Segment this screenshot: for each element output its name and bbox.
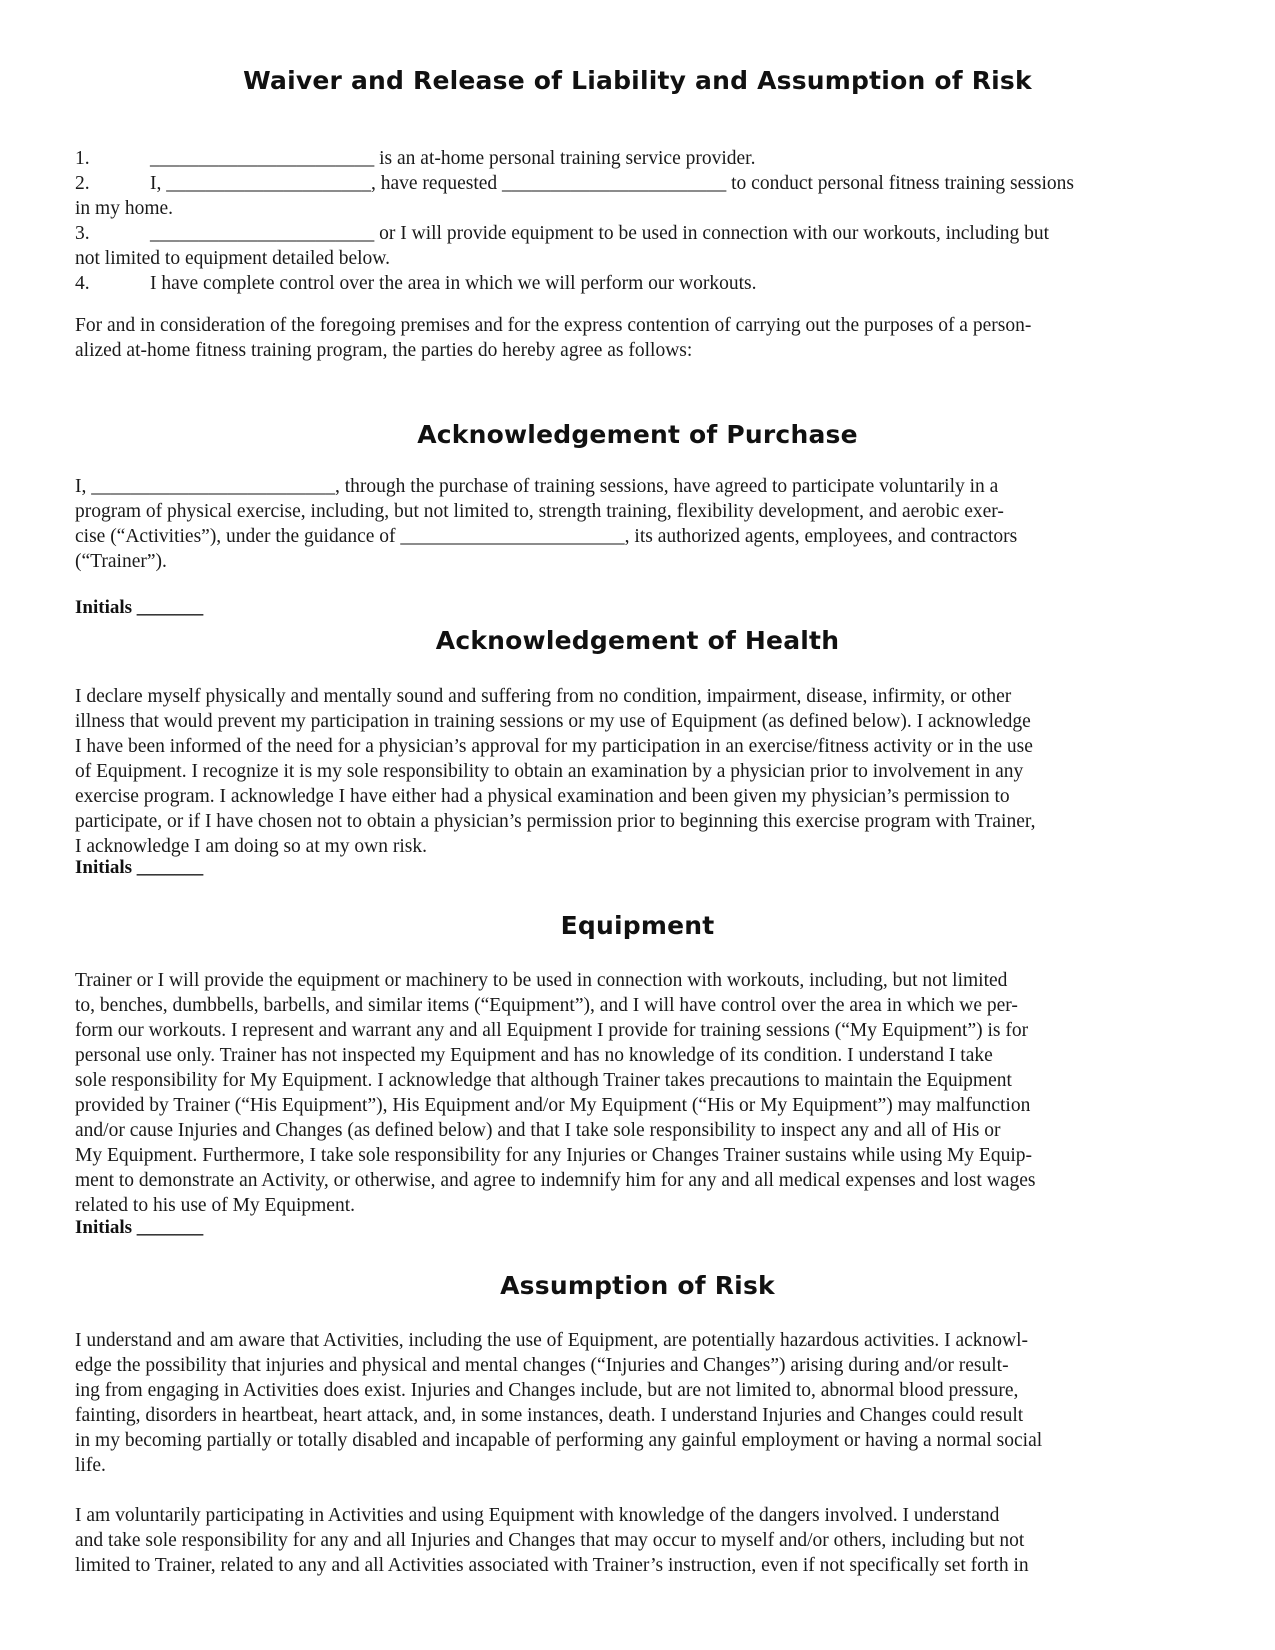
initials-field-equipment: Initials _______	[75, 1217, 204, 1238]
equipment-paragraph	[75, 968, 1205, 1218]
list-text: _______________________ or I will provide equipment to be used in connection with our workouts, including but	[150, 223, 1050, 244]
paragraph-line: I understand and am aware that Activities, including the use of Equipment, are potentially hazardous activities. I acknowl-	[75, 1330, 1029, 1351]
document-title: Waiver and Release of Liability and Assumption of Risk	[243, 66, 1032, 95]
list-text: _______________________ is an at-home personal training service provider.	[150, 148, 756, 169]
risk-paragraph-1	[75, 1328, 1205, 1478]
paragraph-line: participate, or if I have chosen not to obtain a physician’s permission prior to beginning this exercise program with Trainer,	[75, 811, 1036, 832]
list-item	[75, 221, 1205, 246]
paragraph-line: sole responsibility for My Equipment. I acknowledge that although Trainer takes precautions to maintain the Equipment	[75, 1070, 1012, 1091]
list-number: 3.	[75, 223, 90, 244]
paragraph-line: related to his use of My Equipment.	[75, 1195, 355, 1216]
paragraph-line: provided by Trainer (“His Equipment”), His Equipment and/or My Equipment (“His or My Equipment”) may malfunction	[75, 1095, 1031, 1116]
paragraph-line: cise (“Activities”), under the guidance of _______________________, its authorized agents, employees, and contractors	[75, 526, 1018, 547]
list-text: I, _____________________, have requested _______________________ to conduct personal fitness training sessions	[150, 173, 1074, 194]
section-heading-equipment: Equipment	[560, 911, 715, 940]
list-text: I have complete control over the area in which we will perform our workouts.	[150, 273, 757, 294]
risk-paragraph-2	[75, 1503, 1205, 1578]
paragraph-line: limited to Trainer, related to any and all Activities associated with Trainer’s instruction, even if not specifically set forth in	[75, 1555, 1029, 1576]
paragraph-line: and take sole responsibility for any and all Injuries and Changes that may occur to myself and/or others, including but not	[75, 1530, 1025, 1551]
paragraph-line: program of physical exercise, including, but not limited to, strength training, flexibility development, and aerobic exer-	[75, 501, 1004, 522]
list-text-continued: in my home.	[75, 198, 174, 219]
paragraph-line: ment to demonstrate an Activity, or otherwise, and agree to indemnify him for any and all medical expenses and lost wages	[75, 1170, 1036, 1191]
paragraph-line: to, benches, dumbbells, barbells, and similar items (“Equipment”), and I will have control over the area in which we per-	[75, 995, 1018, 1016]
paragraph-line: I have been informed of the need for a physician’s approval for my participation in an exercise/fitness activity or in the use	[75, 736, 1033, 757]
list-number: 4.	[75, 273, 90, 294]
paragraph-line: edge the possibility that injuries and physical and mental changes (“Injuries and Changes”) arising during and/or result-	[75, 1355, 1009, 1376]
paragraph-line: For and in consideration of the foregoing premises and for the express contention of carrying out the purposes of a person-	[75, 315, 1032, 336]
section-heading-purchase: Acknowledgement of Purchase	[417, 420, 858, 449]
paragraph-line: and/or cause Injuries and Changes (as defined below) and that I take sole responsibility to inspect any and all of His or	[75, 1120, 1001, 1141]
list-item	[75, 171, 1205, 196]
section-heading-risk: Assumption of Risk	[500, 1271, 775, 1300]
paragraph-line: exercise program. I acknowledge I have either had a physical examination and been given my physician’s permission to	[75, 786, 1010, 807]
list-text-continued: not limited to equipment detailed below.	[75, 248, 390, 269]
section-heading-health: Acknowledgement of Health	[435, 626, 840, 655]
paragraph-line: life.	[75, 1455, 106, 1476]
paragraph-line: Trainer or I will provide the equipment or machinery to be used in connection with workouts, including, but not limited	[75, 970, 1008, 991]
list-item	[75, 271, 1205, 296]
intro-list	[75, 146, 1205, 296]
paragraph-line: ing from engaging in Activities does exist. Injuries and Changes include, but are not limited to, abnormal blood pressure,	[75, 1380, 1019, 1401]
purchase-paragraph	[75, 474, 1205, 574]
initials-field-health: Initials _______	[75, 857, 204, 878]
initials-field-purchase: Initials _______	[75, 597, 204, 618]
list-number: 2.	[75, 173, 90, 194]
paragraph-line: fainting, disorders in heartbeat, heart attack, and, in some instances, death. I understand Injuries and Changes could result	[75, 1405, 1024, 1426]
paragraph-line: My Equipment. Furthermore, I take sole responsibility for any Injuries or Changes Trainer sustains while using My Equip-	[75, 1145, 1032, 1166]
health-paragraph	[75, 684, 1205, 859]
paragraph-line: of Equipment. I recognize it is my sole responsibility to obtain an examination by a physician prior to involvement in any	[75, 761, 1024, 782]
paragraph-line: I declare myself physically and mentally sound and suffering from no condition, impairment, disease, infirmity, or other	[75, 686, 1012, 707]
paragraph-line: illness that would prevent my participation in training sessions or my use of Equipment (as defined below). I acknowledge	[75, 711, 1031, 732]
list-item	[75, 146, 1205, 171]
paragraph-line: I acknowledge I am doing so at my own risk.	[75, 836, 428, 857]
paragraph-line: form our workouts. I represent and warrant any and all Equipment I provide for training sessions (“My Equipment”) is for	[75, 1020, 1029, 1041]
paragraph-line: in my becoming partially or totally disabled and incapable of performing any gainful employment or having a normal social	[75, 1430, 1043, 1451]
paragraph-line: alized at-home fitness training program, the parties do hereby agree as follows:	[75, 340, 693, 361]
paragraph-line: I, _________________________, through the purchase of training sessions, have agreed to participate voluntarily in a	[75, 476, 999, 497]
paragraph-line: (“Trainer”).	[75, 551, 167, 572]
paragraph-line: personal use only. Trainer has not inspected my Equipment and has no knowledge of its condition. I understand I take	[75, 1045, 993, 1066]
consideration-paragraph	[75, 313, 1205, 363]
paragraph-line: I am voluntarily participating in Activities and using Equipment with knowledge of the dangers involved. I understand	[75, 1505, 1000, 1526]
list-number: 1.	[75, 148, 90, 169]
